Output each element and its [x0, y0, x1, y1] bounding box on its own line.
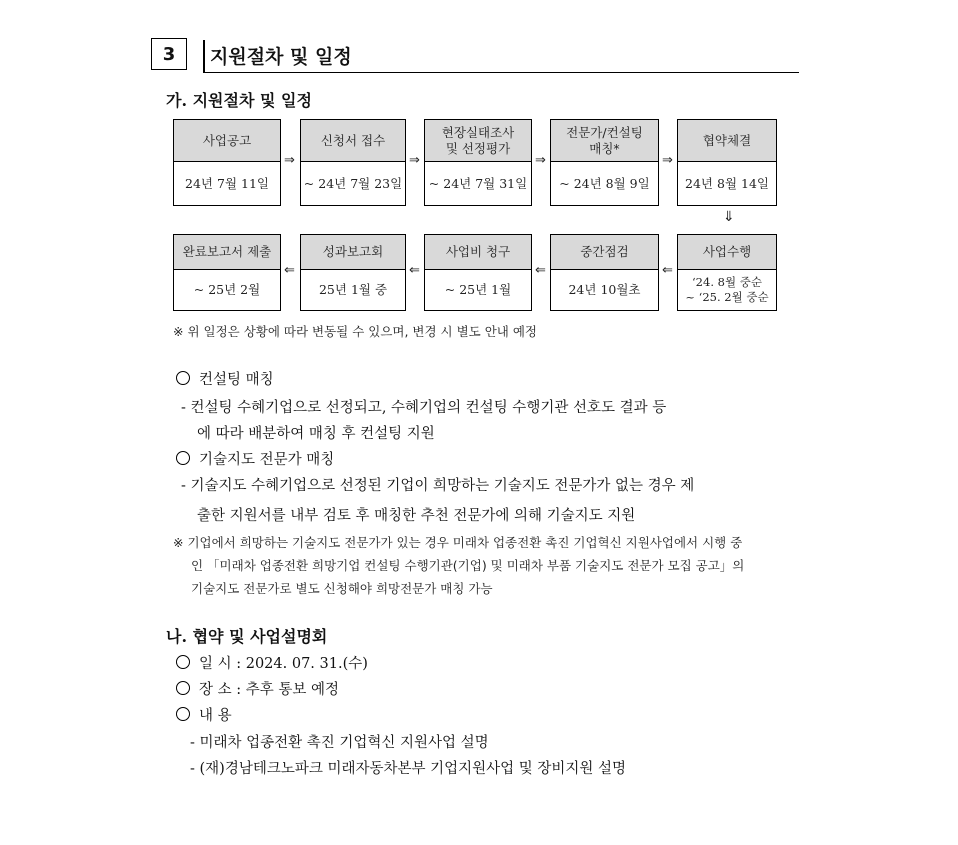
- expert-note-line3: 기술지도 전문가로 별도 신청해야 희망전문가 매칭 가능: [191, 581, 493, 596]
- section-underline: [203, 72, 799, 73]
- flow-step-date: ~ 25년 2월: [193, 282, 261, 297]
- flow-step-date: ~ 25년 1월: [444, 282, 512, 297]
- briefing-content-text: 내 용: [199, 708, 232, 724]
- flow-step: [677, 234, 777, 311]
- expert-desc-line2: 출한 지원서를 내부 검토 후 매칭한 추천 전문가에 의해 기술지도 지원: [197, 508, 636, 524]
- briefing-place: [176, 678, 339, 699]
- flow-step: [424, 234, 532, 311]
- consulting-desc-line1: - 컨설팅 수혜기업으로 선정되고, 수혜기업의 컨설팅 수행기관 선호도 결과 등: [181, 400, 667, 416]
- flow-step-label: 사업비 청구: [425, 235, 531, 270]
- consulting-desc-line2: 에 따라 배분하여 매칭 후 컨설팅 지원: [197, 426, 435, 442]
- flow-step-label: 성과보고회: [301, 235, 405, 270]
- expert-heading: [176, 448, 334, 469]
- circle-bullet-icon: [176, 681, 190, 695]
- flow-step: [300, 234, 406, 311]
- arrow-right-icon: ⇒: [409, 153, 420, 168]
- flow-step-label: 사업공고: [174, 120, 280, 162]
- flow-step-date: 25년 1월 중: [318, 282, 388, 297]
- schedule-note: ※ 위 일정은 상황에 따라 변동될 수 있으며, 변경 시 별도 안내 예정: [173, 324, 538, 339]
- circle-bullet-icon: [176, 451, 190, 465]
- briefing-place-text: 장 소 : 추후 통보 예정: [199, 682, 339, 698]
- briefing-date: [176, 652, 368, 673]
- expert-desc-line1: - 기술지도 수혜기업으로 선정된 기업이 희망하는 기술지도 전문가가 없는 경우 제: [181, 478, 695, 494]
- briefing-item: - 미래차 업종전환 촉진 기업혁신 지원사업 설명: [190, 735, 489, 751]
- arrow-left-icon: ⇐: [662, 263, 673, 278]
- flow-step-date: ‘24. 8월 중순 ~ ‘25. 2월 중순: [685, 275, 769, 304]
- flow-step: [173, 234, 281, 311]
- part-a-heading: 가. 지원절차 및 일정: [166, 91, 312, 110]
- arrow-right-icon: ⇒: [662, 153, 673, 168]
- flow-step-date: 24년 8월 14일: [685, 175, 769, 191]
- flow-step: [173, 119, 281, 206]
- flow-step: [677, 119, 777, 206]
- arrow-left-icon: ⇐: [409, 263, 420, 278]
- flow-step-date: 24년 7월 11일: [185, 175, 269, 191]
- briefing-content: [176, 704, 232, 725]
- consulting-title: 컨설팅 매칭: [199, 372, 274, 388]
- consulting-heading: [176, 368, 274, 389]
- briefing-date-text: 일 시 : 2024. 07. 31.(수): [199, 656, 368, 672]
- flow-step-label: 중간점검: [551, 235, 658, 270]
- arrow-left-icon: ⇐: [535, 263, 546, 278]
- arrow-left-icon: ⇐: [284, 263, 295, 278]
- flow-step-label: 신청서 접수: [301, 120, 405, 162]
- expert-title: 기술지도 전문가 매칭: [199, 452, 335, 468]
- flow-step-date: ~ 24년 7월 23일: [303, 175, 403, 191]
- flow-step: [424, 119, 532, 206]
- expert-note-line2: 인 「미래차 업종전환 희망기업 컨설팅 수행기관(기업) 및 미래차 부품 기술지도 전문가 모집 공고」의: [191, 558, 745, 573]
- flow-step-label: 전문가/컨설팅 매칭*: [551, 120, 658, 162]
- briefing-item: - (재)경남테크노파크 미래자동차본부 기업지원사업 및 장비지원 설명: [190, 761, 627, 777]
- section-number: 3: [151, 38, 187, 70]
- section-divider: [203, 40, 205, 73]
- flow-step: [550, 234, 659, 311]
- part-b-heading: 나. 협약 및 사업설명회: [166, 627, 328, 646]
- flow-step-label: 현장실태조사 및 선정평가: [425, 120, 531, 162]
- circle-bullet-icon: [176, 371, 190, 385]
- section-title: 지원절차 및 일정: [210, 46, 352, 68]
- arrow-right-icon: ⇒: [535, 153, 546, 168]
- flow-step-label: 협약체결: [678, 120, 776, 162]
- arrow-down-icon: ⇓: [723, 209, 735, 225]
- expert-note-line1: ※ 기업에서 희망하는 기술지도 전문가가 있는 경우 미래차 업종전환 촉진 기업혁신 지원사업에서 시행 중: [173, 535, 743, 550]
- arrow-right-icon: ⇒: [284, 153, 295, 168]
- flow-step: [550, 119, 659, 206]
- circle-bullet-icon: [176, 655, 190, 669]
- flow-step-label: 완료보고서 제출: [174, 235, 280, 270]
- flow-step-date: ~ 24년 7월 31일: [428, 175, 528, 191]
- flow-step: [300, 119, 406, 206]
- flow-step-date: 24년 10월초: [568, 282, 641, 297]
- flow-step-date: ~ 24년 8월 9일: [559, 175, 650, 191]
- circle-bullet-icon: [176, 707, 190, 721]
- flow-step-label: 사업수행: [678, 235, 776, 270]
